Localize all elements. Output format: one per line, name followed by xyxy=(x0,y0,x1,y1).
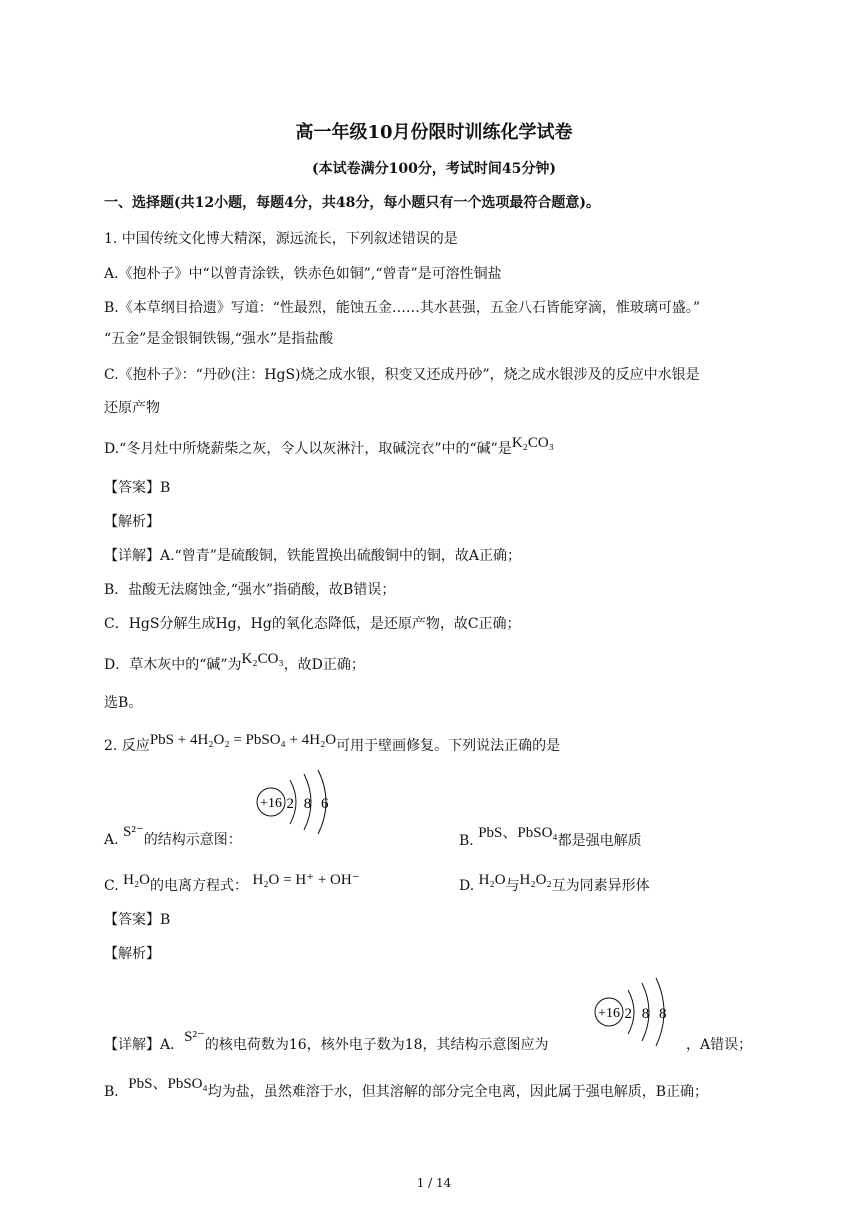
q2-option-c-text: 的电离方程式： xyxy=(150,878,249,894)
q2-detail-a-text: 的核电荷数为16，核外电子数为18，其结构示意图应为 xyxy=(204,1037,549,1053)
q1-answer: 【答案】B xyxy=(104,480,171,496)
q2-option-d-label: D. xyxy=(459,878,475,894)
q1-detail-d-formula: K₂CO₃ xyxy=(241,651,284,667)
q2-stem-pre: 2. 反应 xyxy=(104,738,150,754)
q2-detail-b-label: B． xyxy=(104,1084,129,1100)
q2-option-c-equation: H₂O = H⁺ + OH⁻ xyxy=(252,872,360,888)
section-heading: 一、选择题(共12小题，每题4分，共48分，每小题只有一个选项最符合题意)。 xyxy=(104,195,600,211)
q2-option-b-text: 都是强电解质 xyxy=(557,833,642,849)
q2-detail-a-pre: 【详解】A． xyxy=(104,1037,185,1053)
q1-detail-d xyxy=(104,651,365,674)
q2-option-a-text: 的结构示意图： xyxy=(143,832,242,848)
q1-option-b-line2: “五金”是金银铜铁锡,“强水”是指盐酸 xyxy=(104,331,334,347)
q1-option-d-text: D.“冬月灶中所烧薪柴之灰，令人以灰淋汁，取碱浣衣”中的“碱”是 xyxy=(104,441,512,457)
q1-option-d-formula: K₂CO₃ xyxy=(511,435,554,451)
q2-option-a-ion: S²⁻ xyxy=(123,824,144,840)
atom-diagram-288 xyxy=(592,976,676,1048)
q1-detail-a: 【详解】A.“曾青”是硫酸铜，铁能置换出硫酸铜中的铜，故A正确； xyxy=(104,548,521,564)
atom-diagram-286 xyxy=(254,768,338,836)
q2-analysis: 【解析】 xyxy=(104,946,160,962)
q2-option-d-formula2: H₂O₂ xyxy=(519,872,552,888)
q2-detail-b xyxy=(104,1076,709,1101)
q1-detail-d-post: ，故D正确； xyxy=(283,657,365,673)
q2-detail-b-text: 均为盐，虽然难溶于水，但其溶解的部分完全电离，因此属于强电解质，B正确； xyxy=(207,1084,709,1100)
page-title: 高一年级10月份限时训练化学试卷 xyxy=(295,122,573,143)
q2-option-d-mid: 与 xyxy=(505,878,520,894)
q2-stem-post: 可用于壁画修复。下列说法正确的是 xyxy=(336,738,561,754)
q2-detail-a-post: ，A错误； xyxy=(686,1037,753,1053)
q1-detail-d-pre: D．草木灰中的“碱”为 xyxy=(104,657,242,673)
q1-option-b-line1: B.《本草纲目拾遗》写道：“性最烈，能蚀五金……其水甚强，五金八石皆能穿滴，惟玻璃可盛。” xyxy=(104,300,701,316)
q1-option-d xyxy=(104,435,554,458)
q1-option-a: A.《抱朴子》中“以曾青涂铁，铁赤色如铜”,“曾青”是可溶性铜盐 xyxy=(104,266,502,282)
shell-electrons: 2 8 8 xyxy=(624,1006,670,1022)
q2-option-c-formula: H₂O xyxy=(123,872,151,888)
q2-option-a xyxy=(104,824,242,849)
q2-option-d-formula1: H₂O xyxy=(478,872,506,888)
q1-choose: 选B。 xyxy=(104,695,143,711)
q2-detail-b-formula: PbS、PbSO₄ xyxy=(128,1076,208,1092)
page-subtitle: (本试卷满分100分，考试时间45分钟) xyxy=(312,161,556,177)
q2-detail-a-ion: S²⁻ xyxy=(184,1029,205,1045)
q1-option-c-line1: C.《抱朴子》：“丹砂(注：HgS)烧之成水银，积变又还成丹砂”，烧之成水银涉及的反应中水银是 xyxy=(104,367,700,383)
q2-option-b-label: B. xyxy=(459,833,474,849)
q1-analysis: 【解析】 xyxy=(104,514,160,530)
q2-option-d xyxy=(459,872,650,895)
q2-option-a-label: A. xyxy=(104,832,119,848)
nucleus-label: +16 xyxy=(260,796,282,811)
q2-answer: 【答案】B xyxy=(104,912,171,928)
page-number: 1 / 14 xyxy=(416,1176,452,1190)
q2-option-c xyxy=(104,872,360,895)
q2-option-b-formula: PbS、PbSO₄ xyxy=(478,825,558,841)
shell-electrons: 2 8 6 xyxy=(286,796,332,812)
q2-stem xyxy=(104,732,561,755)
q1-stem: 1. 中国传统文化博大精深，源远流长，下列叙述错误的是 xyxy=(104,231,458,247)
q1-detail-c: C．HgS分解生成Hg，Hg的氧化态降低，是还原产物，故C正确； xyxy=(104,616,521,632)
q2-detail-a xyxy=(104,1029,549,1054)
q2-option-b xyxy=(459,825,642,850)
q1-detail-b: B．盐酸无法腐蚀金,“强水”指硝酸，故B错误； xyxy=(104,582,396,598)
q2-option-c-label: C. xyxy=(104,878,119,894)
q2-option-d-text: 互为同素异形体 xyxy=(551,878,650,894)
q2-equation: PbS + 4H₂O₂ = PbSO₄ + 4H₂O xyxy=(149,732,337,748)
nucleus-label: +16 xyxy=(598,1006,620,1021)
q1-option-c-line2: 还原产物 xyxy=(104,400,160,416)
